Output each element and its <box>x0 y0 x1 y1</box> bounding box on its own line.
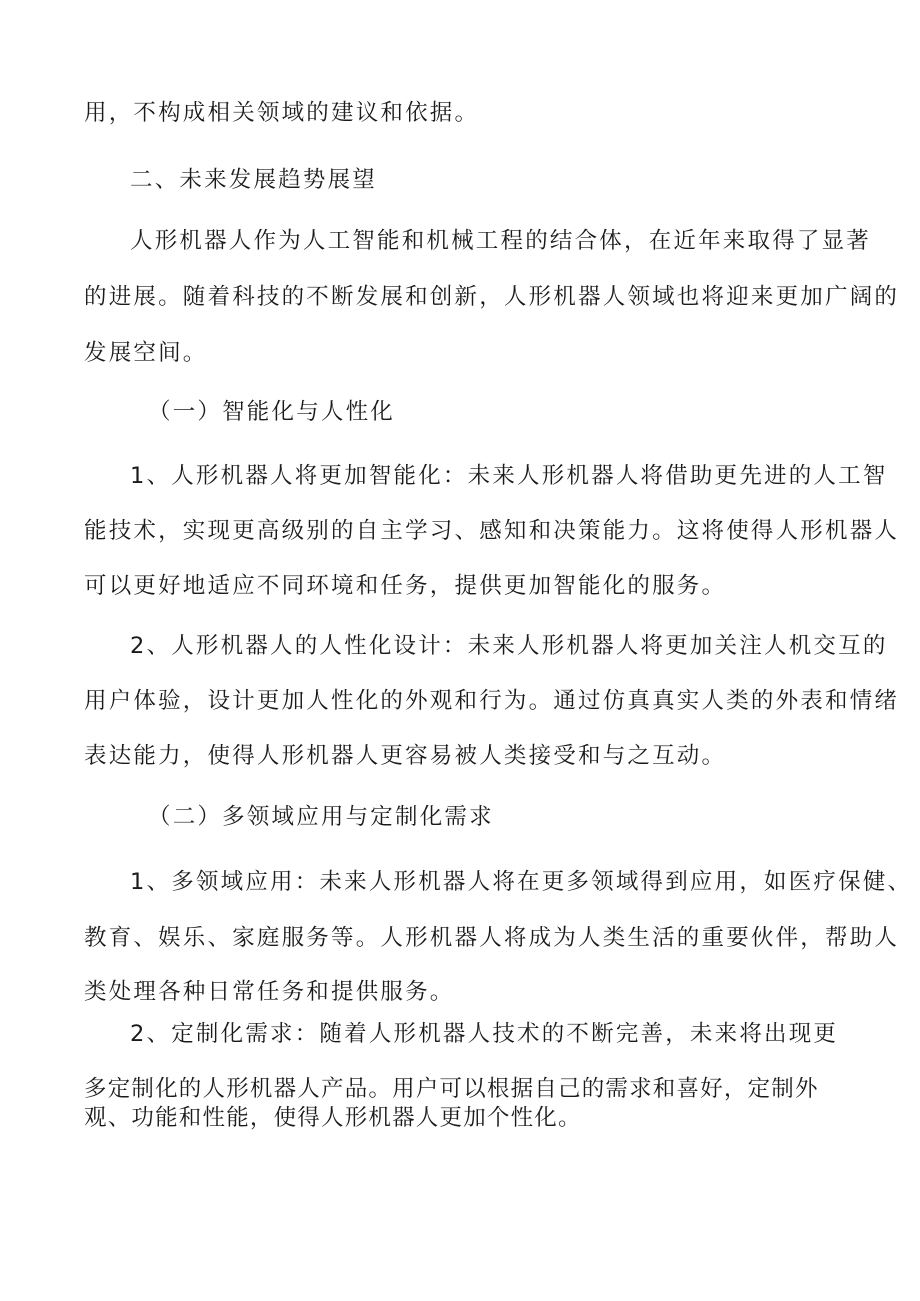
paragraph-line: 用，不构成相关领域的建议和依据。 <box>84 100 480 126</box>
paragraph-line: 可以更好地适应不同环境和任务，提供更加智能化的服务。 <box>84 573 727 599</box>
paragraph-line: 用户体验，设计更加人性化的外观和行为。通过仿真真实人类的外表和情绪 <box>84 688 900 714</box>
paragraph-line: 能技术，实现更高级别的自主学习、感知和决策能力。这将使得人形机器人 <box>84 518 900 544</box>
paragraph-line: 类处理各种日常任务和提供服务。 <box>84 979 455 1005</box>
subsection-heading: （一）智能化与人性化 <box>148 399 396 425</box>
paragraph-line: 教育、娱乐、家庭服务等。人形机器人将成为人类生活的重要伙伴，帮助人 <box>84 925 900 951</box>
paragraph-line: 2、定制化需求：随着人形机器人技术的不断完善，未来将出现更 <box>130 1021 839 1047</box>
paragraph-line: 2、人形机器人的人性化设计：未来人形机器人将更加关注人机交互的 <box>130 633 888 659</box>
paragraph-line: 观、功能和性能，使得人形机器人更加个性化。 <box>84 1105 582 1131</box>
paragraph-line: 表达能力，使得人形机器人更容易被人类接受和与之互动。 <box>84 743 727 769</box>
paragraph-line: 人形机器人作为人工智能和机械工程的结合体，在近年来取得了显著 <box>130 228 872 254</box>
subsection-heading: （二）多领域应用与定制化需求 <box>148 804 494 830</box>
paragraph-line: 的进展。随着科技的不断发展和创新，人形机器人领域也将迎来更加广阔的 <box>84 284 900 310</box>
section-heading: 二、未来发展趋势展望 <box>130 167 378 193</box>
paragraph-line: 1、多领域应用：未来人形机器人将在更多领域得到应用，如医疗保健、 <box>130 869 913 895</box>
paragraph-line: 1、人形机器人将更加智能化：未来人形机器人将借助更先进的人工智 <box>130 463 888 489</box>
paragraph-line: 发展空间。 <box>84 340 208 366</box>
paragraph-line: 多定制化的人形机器人产品。用户可以根据自己的需求和喜好，定制外 <box>84 1076 819 1102</box>
